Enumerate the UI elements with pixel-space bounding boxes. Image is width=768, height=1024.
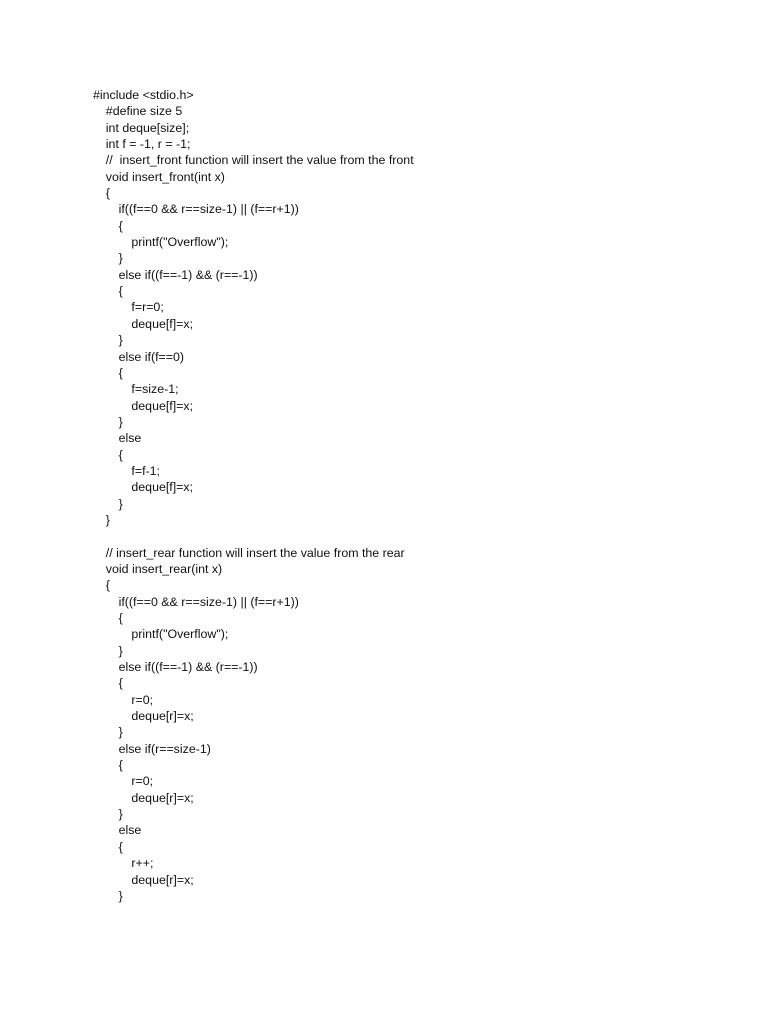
code-line: int f = -1, r = -1;: [105, 137, 191, 152]
code-line: void insert_rear(int x): [105, 561, 223, 576]
code-line: }: [118, 251, 123, 266]
code-line: r=0;: [131, 774, 154, 789]
code-line: if((f==0 && r==size-1) || (f==r+1)): [118, 202, 299, 217]
code-line: deque[r]=x;: [131, 872, 194, 887]
code-line: deque[r]=x;: [131, 790, 194, 805]
code-line: printf("Overflow");: [131, 627, 229, 642]
code-line: {: [118, 365, 123, 380]
code-block: [93, 87, 733, 904]
code-line: }: [118, 414, 123, 429]
code-line: else if((f==-1) && (r==-1)): [118, 267, 258, 282]
code-line: }: [118, 888, 123, 903]
code-line: #include <stdio.h>: [93, 88, 194, 102]
code-line: if((f==0 && r==size-1) || (f==r+1)): [118, 594, 299, 609]
code-line: deque[r]=x;: [131, 709, 194, 724]
code-line: deque[f]=x;: [131, 398, 194, 413]
code-line: {: [118, 218, 123, 233]
code-line: }: [118, 807, 123, 822]
code-line: deque[f]=x;: [131, 316, 194, 331]
code-line: }: [105, 512, 110, 527]
code-line: {: [118, 447, 123, 462]
code-line: }: [118, 333, 123, 348]
code-line: f=r=0;: [131, 300, 164, 315]
code-line: else: [118, 823, 142, 838]
code-line: // insert_rear function will insert the value from the rear: [105, 545, 405, 560]
code-line: else if(f==0): [118, 349, 185, 364]
code-line: {: [118, 611, 123, 625]
blank-line: [93, 528, 733, 544]
code-line: {: [118, 676, 123, 691]
code-line: printf("Overflow");: [131, 235, 229, 250]
code-line: {: [105, 578, 110, 593]
code-line: // insert_front function will insert the value from the front: [105, 153, 414, 168]
code-line: deque[f]=x;: [131, 480, 194, 495]
code-line: #define size 5: [105, 104, 183, 119]
code-line: }: [118, 496, 123, 511]
code-line: r++;: [131, 856, 154, 871]
code-line: else if(r==size-1): [118, 741, 211, 756]
code-line: {: [118, 758, 123, 773]
code-line: else if((f==-1) && (r==-1)): [118, 660, 258, 675]
code-line: {: [105, 186, 110, 201]
code-line: f=size-1;: [131, 382, 179, 397]
code-line: else: [118, 431, 142, 446]
code-line: }: [118, 643, 123, 658]
code-line: }: [118, 725, 123, 740]
code-line: int deque[size];: [105, 120, 190, 135]
code-line: r=0;: [131, 692, 154, 707]
code-line: {: [118, 839, 123, 854]
code-line: {: [118, 284, 123, 299]
code-line: f=f-1;: [131, 463, 160, 478]
code-line: void insert_front(int x): [105, 169, 225, 184]
